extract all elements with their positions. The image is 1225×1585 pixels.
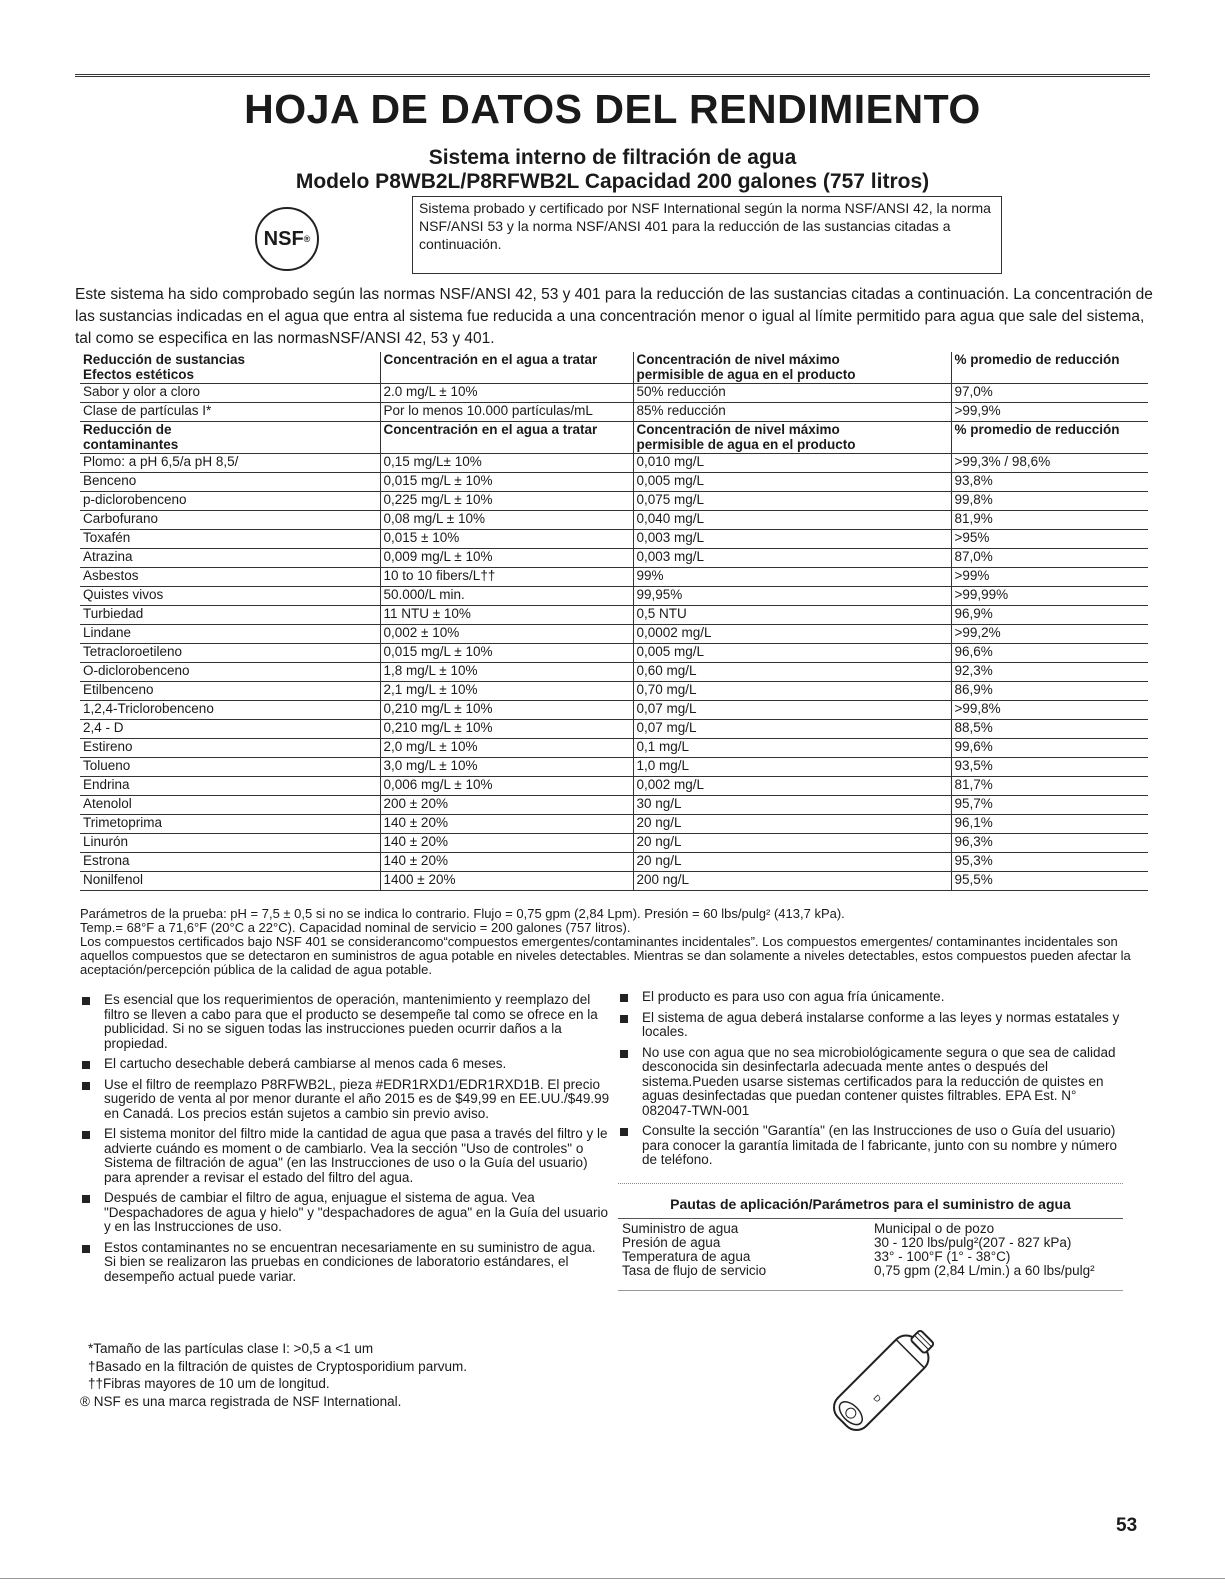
table-cell: >99%: [951, 568, 1148, 587]
table-cell: 85% reducción: [633, 403, 951, 422]
table-cell: 0,040 mg/L: [633, 511, 951, 530]
table-cell: Estireno: [80, 739, 380, 758]
table-cell: 0,003 mg/L: [633, 530, 951, 549]
bullet-square-icon: [620, 1015, 628, 1023]
table-cell: 0,210 mg/L ± 10%: [380, 701, 633, 720]
table-cell: 99,6%: [951, 739, 1148, 758]
table-cell: 0,015 mg/L ± 10%: [380, 644, 633, 663]
left-bullet-list: [80, 993, 610, 1290]
list-item-text: El cartucho desechable deberá cambiarse al menos cada 6 meses.: [104, 1056, 507, 1071]
bullet-square-icon: [620, 1050, 628, 1058]
footnotes: *Tamaño de las partículas clase I: >0,5 a <1 um †Basado en la filtración de quistes de Cryptosporidium parvum. ††Fibras mayores de 10 um de longitud. ® NSF es una marca registrada de NSF International.: [80, 1341, 467, 1409]
right-bullet-list: [618, 990, 1128, 1174]
guide-cell: Suministro de agua: [622, 1221, 739, 1236]
table-cell: 2.0 mg/L ± 10%: [380, 384, 633, 403]
table-row: [80, 834, 1148, 853]
table-row: [80, 777, 1148, 796]
water-filter-cartridge-icon: [812, 1328, 942, 1446]
table-cell: 2,1 mg/L ± 10%: [380, 682, 633, 701]
bullet-square-icon: [620, 994, 628, 1002]
table-cell: Linurón: [80, 834, 380, 853]
list-item-text: Es esencial que los requerimientos de operación, mantenimiento y reemplazo del filtro se lleven a cabo para que el producto se desempeñe tal como se ofrece en la publicidad. Si no se siguen todas las instrucciones pueden ocurrir daños a la propiedad.: [104, 992, 598, 1051]
page-subtitle: Sistema interno de filtración de agua: [428, 146, 797, 169]
table-cell: 0,5 NTU: [633, 606, 951, 625]
guide-cell: Temperatura de agua: [622, 1249, 751, 1264]
list-item: [80, 1241, 610, 1285]
table-row: [80, 796, 1148, 815]
table-cell: 1,0 mg/L: [633, 758, 951, 777]
table-cell: >99,3% / 98,6%: [951, 454, 1148, 473]
table-cell: 81,9%: [951, 511, 1148, 530]
table-cell: 96,1%: [951, 815, 1148, 834]
performance-table: [80, 352, 1148, 891]
guide-row: [620, 1236, 1125, 1250]
table-cell: 1,8 mg/L ± 10%: [380, 663, 633, 682]
table-cell: 99%: [633, 568, 951, 587]
model-line: Modelo P8WB2L/P8RFWB2L Capacidad 200 galones (757 litros): [295, 170, 930, 193]
table-cell: p-diclorobenceno: [80, 492, 380, 511]
list-item-text: Use el filtro de reemplazo P8RFWB2L, pieza #EDR1RXD1/EDR1RXD1B. El precio sugerido de venta al por menor durante el año 2015 es de $49,99 en EE.UU./$49.99 en Canadá. Los precios están sujetos a cambio sin previo aviso.: [104, 1076, 610, 1121]
table-cell: 87,0%: [951, 549, 1148, 568]
table-cell: 1400 ± 20%: [380, 872, 633, 891]
test-parameters: Parámetros de la prueba: pH = 7,5 ± 0,5 si no se indica lo contrario. Flujo = 0,75 gpm (2,84 Lpm). Presión = 60 lbs/pulg² (413,7 kPa). Temp.= 68°F a 71,6°F (20°C a 22°C). Capacidad nominal de servicio = 200 galones (757 litros). Los compuestos certificados bajo NSF 401 se considerancomo“compuestos emergentes/contaminantes incidentales”. Los compuestos emergentes/ contaminantes incidentales son aquellos compuestos que se detectaron en suministros de agua potable en niveles detectables. Mientras se dan solamente a niveles detectables, estos compuestos pueden afectar la aceptación/percepción pública de la calidad de agua potable.: [80, 906, 1131, 977]
table-row: [80, 587, 1148, 606]
table-cell: 0,1 mg/L: [633, 739, 951, 758]
table-cell: 200 ng/L: [633, 872, 951, 891]
table-cell: 20 ng/L: [633, 853, 951, 872]
table-cell: Tetracloroetileno: [80, 644, 380, 663]
page-title: HOJA DE DATOS DEL RENDIMIENTO: [244, 86, 981, 132]
table-cell: 0,003 mg/L: [633, 549, 951, 568]
table-row: [80, 403, 1148, 422]
list-item: [80, 993, 610, 1051]
table-row: [80, 454, 1148, 473]
table-cell: 0,70 mg/L: [633, 682, 951, 701]
table-cell: 0,225 mg/L ± 10%: [380, 492, 633, 511]
list-item: [618, 1124, 1128, 1168]
table-row: [80, 644, 1148, 663]
table-cell: 0,60 mg/L: [633, 663, 951, 682]
table-cell: 95,7%: [951, 796, 1148, 815]
table-cell: Clase de partículas I*: [80, 403, 380, 422]
table-cell: 88,5%: [951, 720, 1148, 739]
list-item: [80, 1057, 610, 1072]
table-row: [80, 511, 1148, 530]
table-row: [80, 739, 1148, 758]
guide-rule: [618, 1218, 1123, 1219]
list-item: [80, 1127, 610, 1185]
bullet-square-icon: [82, 1082, 90, 1090]
table-cell: 200 ± 20%: [380, 796, 633, 815]
table-cell: 95,5%: [951, 872, 1148, 891]
bullet-square-icon: [82, 1245, 90, 1253]
table-cell: 20 ng/L: [633, 834, 951, 853]
table-cell: O-diclorobenceno: [80, 663, 380, 682]
table-header: Reducción de sustancias Efectos estéticos Concentración en el agua a tratar Concentración de nivel máximo permisible de agua en el producto % promedio de reducción: [80, 352, 1148, 384]
table-cell: 96,3%: [951, 834, 1148, 853]
table-cell: 50.000/L min.: [380, 587, 633, 606]
table-cell: Nonilfenol: [80, 872, 380, 891]
table-cell: 11 NTU ± 10%: [380, 606, 633, 625]
table-cell: 0,08 mg/L ± 10%: [380, 511, 633, 530]
table-row: [80, 872, 1148, 891]
table-cell: 10 to 10 fibers/L††: [380, 568, 633, 587]
guide-title: Pautas de aplicación/Parámetros para el suministro de agua: [670, 1196, 1071, 1212]
table-row: [80, 663, 1148, 682]
list-item-text: No use con agua que no sea microbiológicamente segura o que sea de calidad desconocida sin desinfectarla adecuada mente antes o después del sistema.Pueden usarse sistemas certificados para la reducción de quistes en aguas desinfectadas que puedan contener quistes filtrables. EPA Est. N° 082047-TWN-001: [642, 1044, 1116, 1118]
guide-cell: 33° - 100°F (1° - 38°C): [874, 1249, 1011, 1264]
table-cell: Lindane: [80, 625, 380, 644]
table-cell: 0,015 ± 10%: [380, 530, 633, 549]
table-cell: Atrazina: [80, 549, 380, 568]
table-cell: 86,9%: [951, 682, 1148, 701]
table-cell: Estrona: [80, 853, 380, 872]
table-cell: >99,9%: [951, 403, 1148, 422]
table-cell: 81,7%: [951, 777, 1148, 796]
table-cell: 0,002 ± 10%: [380, 625, 633, 644]
table-cell: 0,005 mg/L: [633, 644, 951, 663]
list-item: [80, 1191, 610, 1235]
table-row: [80, 384, 1148, 403]
table-cell: >99,2%: [951, 625, 1148, 644]
table-cell: 95,3%: [951, 853, 1148, 872]
table-cell: Asbestos: [80, 568, 380, 587]
table-cell: Benceno: [80, 473, 380, 492]
guide-cell: 30 - 120 lbs/pulg²(207 - 827 kPa): [874, 1235, 1072, 1250]
table-cell: 96,9%: [951, 606, 1148, 625]
table-cell: Por lo menos 10.000 partículas/mL: [380, 403, 633, 422]
table-row: [80, 530, 1148, 549]
table-cell: 97,0%: [951, 384, 1148, 403]
list-item: [618, 990, 1128, 1005]
list-item-text: Después de cambiar el filtro de agua, enjuague el sistema de agua. Vea "Despachadores de agua y hielo" y "despachadores de agua" en la Guía del usuario y en las Instrucciones de uso.: [104, 1190, 609, 1234]
table-row: [80, 720, 1148, 739]
table-cell: 0,006 mg/L ± 10%: [380, 777, 633, 796]
table-cell: 96,6%: [951, 644, 1148, 663]
table-cell: 0,07 mg/L: [633, 720, 951, 739]
table-cell: 93,8%: [951, 473, 1148, 492]
list-item-text: El producto es para uso con agua fría únicamente.: [642, 989, 945, 1004]
bullet-square-icon: [620, 1128, 628, 1136]
table-cell: 99,8%: [951, 492, 1148, 511]
guide-cell: 0,75 gpm (2,84 L/min.) a 60 lbs/pulg²: [874, 1263, 1095, 1278]
table-row: [80, 701, 1148, 720]
bullet-square-icon: [82, 997, 90, 1005]
top-rule: [75, 74, 1150, 77]
nsf-logo-icon: NSF ®: [255, 207, 319, 271]
table-cell: Plomo: a pH 6,5/a pH 8,5/: [80, 454, 380, 473]
table-row: [80, 682, 1148, 701]
svg-text:D: D: [871, 1392, 884, 1405]
guide-cell: Presión de agua: [622, 1235, 721, 1250]
bullet-square-icon: [82, 1131, 90, 1139]
table-cell: >95%: [951, 530, 1148, 549]
table-cell: 0,005 mg/L: [633, 473, 951, 492]
bullet-square-icon: [82, 1195, 90, 1203]
table-row: [80, 758, 1148, 777]
table-cell: 140 ± 20%: [380, 834, 633, 853]
guide-top-rule: [618, 1183, 1123, 1184]
list-item-text: Consulte la sección "Garantía" (en las Instrucciones de uso o Guía del usuario) para conocer la garantía limitada de l fabricante, junto con su nombre y número de teléfono.: [642, 1123, 1118, 1167]
list-item: [80, 1078, 610, 1122]
guide-row: [620, 1222, 1125, 1236]
table-cell: 50% reducción: [633, 384, 951, 403]
table-cell: 0,210 mg/L ± 10%: [380, 720, 633, 739]
table-cell: Carbofurano: [80, 511, 380, 530]
guide-cell: Municipal o de pozo: [874, 1221, 995, 1236]
table-cell: 140 ± 20%: [380, 815, 633, 834]
table-cell: 1,2,4-Triclorobenceno: [80, 701, 380, 720]
table-cell: Endrina: [80, 777, 380, 796]
table-cell: Atenolol: [80, 796, 380, 815]
table-cell: 30 ng/L: [633, 796, 951, 815]
table-cell: 92,3%: [951, 663, 1148, 682]
table-row: [80, 473, 1148, 492]
intro-paragraph: Este sistema ha sido comprobado según las normas NSF/ANSI 42, 53 y 401 para la reducción de las sustancias citadas a continuación. La concentración de las sustancias indicadas en el agua que entra al sistema fue reducida a una concentración menor o igual al límite permitido para agua que sale del sistema, tal como se especifica en las normasNSF/ANSI 42, 53 y 401.: [75, 286, 1153, 347]
table-cell: 0,009 mg/L ± 10%: [380, 549, 633, 568]
table-cell: Toxafén: [80, 530, 380, 549]
list-item-text: Estos contaminantes no se encuentran necesariamente en su suministro de agua. Si bien se realizaron las pruebas en condiciones de laboratorio estándares, el desempeño actual puede variar.: [104, 1239, 596, 1284]
table-row: [80, 568, 1148, 587]
table-cell: >99,99%: [951, 587, 1148, 606]
table-cell: Tolueno: [80, 758, 380, 777]
guide-cell: Tasa de flujo de servicio: [622, 1263, 767, 1278]
table-cell: 0,0002 mg/L: [633, 625, 951, 644]
table-cell: 99,95%: [633, 587, 951, 606]
guide-table: [620, 1222, 1125, 1278]
table-row: [80, 853, 1148, 872]
table-cell: Sabor y olor a cloro: [80, 384, 380, 403]
table-row: [80, 492, 1148, 511]
table-cell: 2,4 - D: [80, 720, 380, 739]
table-cell: 20 ng/L: [633, 815, 951, 834]
table-cell: 140 ± 20%: [380, 853, 633, 872]
bullet-square-icon: [82, 1061, 90, 1069]
table-header: Reducción de contaminantes Concentración en el agua a tratar Concentración de nivel máximo permisible de agua en el producto % promedio de reducción: [80, 422, 1148, 454]
table-cell: 0,010 mg/L: [633, 454, 951, 473]
guide-row: [620, 1250, 1125, 1264]
table-cell: 3,0 mg/L ± 10%: [380, 758, 633, 777]
table-row: [80, 549, 1148, 568]
table-cell: 0,15 mg/L± 10%: [380, 454, 633, 473]
table-cell: 93,5%: [951, 758, 1148, 777]
table-cell: 0,07 mg/L: [633, 701, 951, 720]
page-number: 53: [1116, 1515, 1138, 1536]
table-cell: Turbiedad: [80, 606, 380, 625]
table-cell: Trimetoprima: [80, 815, 380, 834]
list-item-text: El sistema monitor del filtro mide la cantidad de agua que pasa a través del filtro y le advierte cuándo es moment o de cambiarlo. Vea la sección "Uso de controles" o Sistema de filtración de agua" (en las Instrucciones de uso o la Guía del usuario) para aprender a revisar el estado del filtro del agua.: [104, 1126, 608, 1185]
bottom-rule: [0, 1578, 1225, 1579]
table-cell: 2,0 mg/L ± 10%: [380, 739, 633, 758]
table-cell: 0,002 mg/L: [633, 777, 951, 796]
table-cell: 0,015 mg/L ± 10%: [380, 473, 633, 492]
guide-row: [620, 1264, 1125, 1278]
list-item: [618, 1011, 1128, 1040]
table-cell: >99,8%: [951, 701, 1148, 720]
table-row: [80, 606, 1148, 625]
table-cell: Quistes vivos: [80, 587, 380, 606]
table-row: [80, 625, 1148, 644]
guide-bottom-rule: [618, 1290, 1123, 1291]
certification-box: Sistema probado y certificado por NSF International según la norma NSF/ANSI 42, la norma NSF/ANSI 53 y la norma NSF/ANSI 401 para la reducción de las sustancias citadas a continuación.: [412, 196, 1002, 274]
table-row: [80, 815, 1148, 834]
list-item: [618, 1046, 1128, 1119]
list-item-text: El sistema de agua deberá instalarse conforme a las leyes y normas estatales y locales.: [642, 1009, 1120, 1039]
table-cell: Etilbenceno: [80, 682, 380, 701]
table-cell: 0,075 mg/L: [633, 492, 951, 511]
